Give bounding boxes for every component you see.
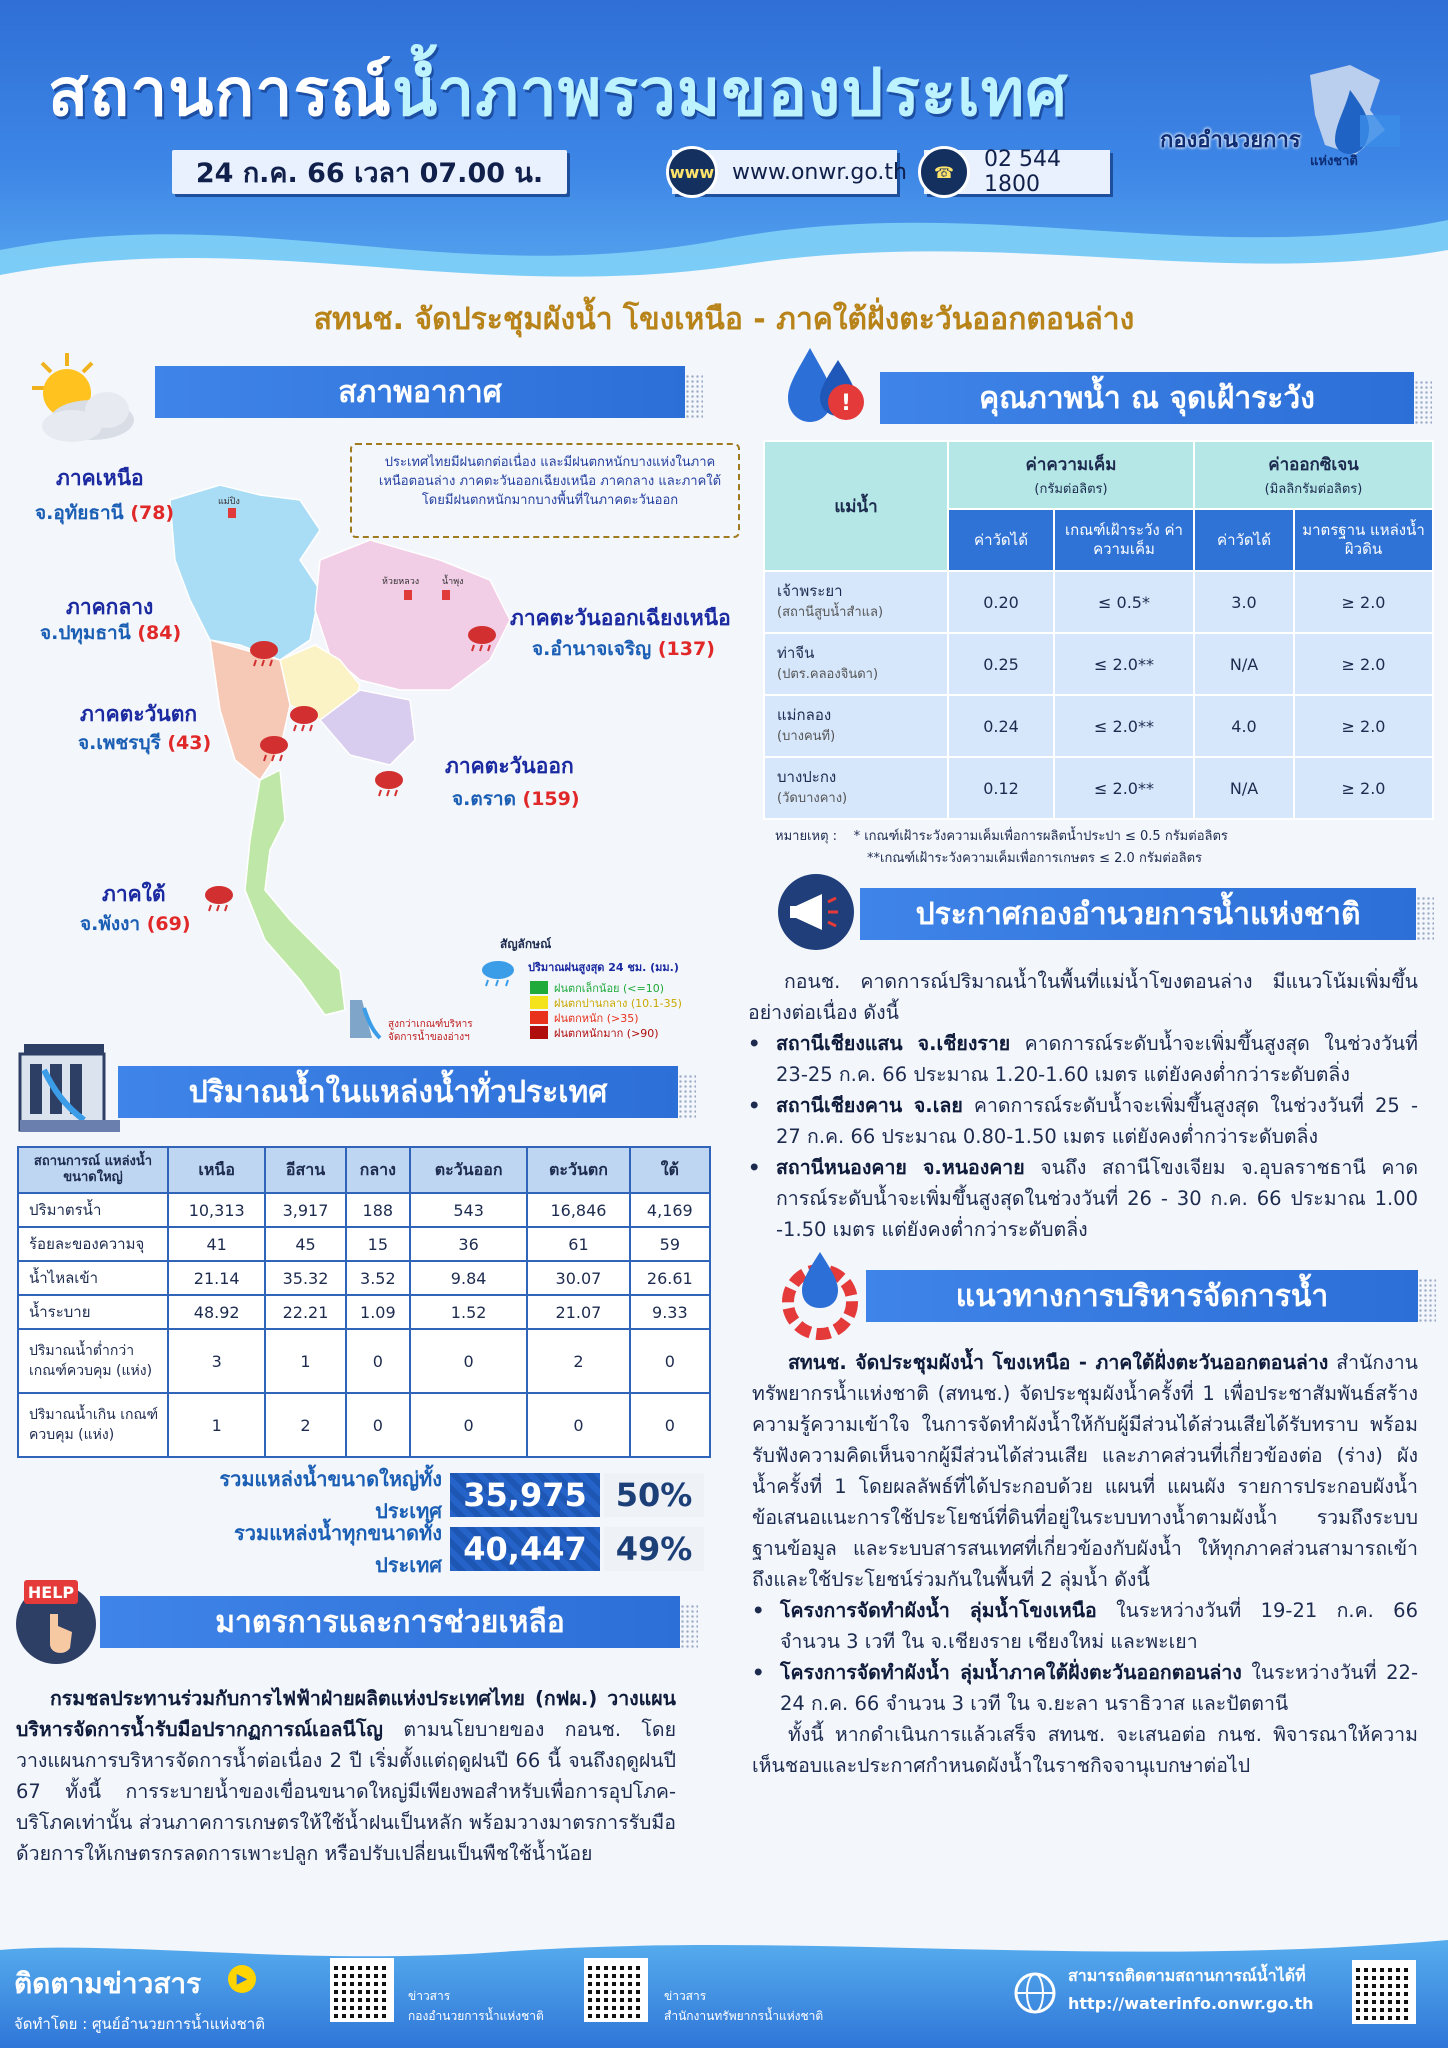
sub-oxygen-standard: มาตรฐาน แหล่งน้ำผิวดิน [1294,509,1433,571]
legend-label: ฝนตกเล็กน้อย (<=10) [554,981,665,995]
table-cell: 0 [527,1393,629,1457]
table-cell: 2 [265,1393,345,1457]
map-label-b: ห้วยหลวง [382,577,420,587]
table-header: เหนือ [168,1147,265,1193]
qr-caption [408,1986,544,2026]
table-header: อีสาน [265,1147,345,1193]
legend-swatch [530,1011,548,1024]
row-label: ปริมาตรน้ำ [18,1193,168,1227]
table-cell: 41 [168,1227,265,1261]
river-cell [764,757,948,819]
made-by-label: จัดทำโดย : ศูนย์อำนวยการน้ำแห่งชาติ [14,2015,265,2033]
rain-value: (69) [146,913,191,935]
bullet-text: จนถึง สถานีโขงเจียม จ.อุบลราชธานี คาดการณ์ระดับน้ำจะเพิ่มขึ้นสูงสุดในช่วงวันที่ 26 - 30 ก.ค. 66 ประมาณ 1.00 -1.50 เมตร แต่ยังคงต่ำกว่าระดับตลิ่ง [776,1156,1418,1241]
table-row [18,1261,710,1295]
dam-icon [350,1000,380,1038]
management-heading: แนวทางการบริหารจัดการน้ำ [866,1270,1418,1322]
rain-value: (159) [522,788,580,810]
region-north-province [35,498,174,528]
waterinfo-label: สามารถติดตามสถานการณ์น้ำได้ที่ [1068,1966,1306,1985]
bullet-text: คาดการณ์ระดับน้ำจะเพิ่มขึ้นสูงสุด ในช่วงวันที่ 23-25 ก.ค. 66 ประมาณ 1.20-1.60 เมตร แต่ยังคงต่ำกว่าระดับตลิ่ง [776,1032,1418,1086]
rain-cloud-legend-icon [478,960,518,988]
rain-value: (43) [167,732,212,754]
website-text: www.onwr.go.th [732,159,907,185]
table-cell: 0 [346,1329,410,1393]
table-cell: ≤ 2.0** [1054,757,1194,819]
total-all-reservoirs [190,1521,704,1577]
megaphone-icon [776,872,856,952]
table-cell: 1 [168,1393,265,1457]
table-cell: N/A [1194,757,1294,819]
table-cell: 30.07 [527,1261,629,1295]
table-cell: 3.52 [346,1261,410,1295]
table-cell: ≤ 2.0** [1054,633,1194,695]
table-cell: ≥ 2.0 [1294,571,1433,633]
map-legend [500,935,682,1040]
region-east-province [452,784,580,814]
table-cell: 4,169 [630,1193,710,1227]
qr-caption-line: ข่าวสาร [664,1989,707,2003]
region-west-province [78,728,211,758]
bullet-text: ในระหว่างวันที่ 19-21 ก.ค. 66 จำนวน 3 เวที ใน จ.เชียงราย เชียงใหม่ และพะเยา [780,1599,1418,1653]
river-name: ท่าจีน [777,644,815,662]
management-paragraph [752,1347,1418,1595]
sun-cloud-icon [12,348,142,448]
qr-code-waterinfo[interactable] [1352,1960,1416,2024]
bullet-bold: สถานีเชียงคาน จ.เลย [776,1094,963,1117]
globe-icon: www [666,146,718,198]
river-name: แม่กลอง [777,706,832,724]
announcement-bullet [748,1028,1418,1090]
table-cell: ≤ 2.0** [1054,695,1194,757]
table-row [764,695,1433,757]
date-time-label: 24 ก.ค. 66 เวลา 07.00 น. [172,150,567,194]
measures-heading: มาตรการและการช่วยเหลือ [100,1596,680,1648]
table-header: ตะวันออก [410,1147,527,1193]
header-wave [0,180,1448,300]
legend-label: ฝนตกหนักมาก (>90) [554,1026,659,1040]
legend-item [530,1025,682,1040]
qr-caption [664,1986,823,2026]
table-cell: 0.25 [948,633,1054,695]
legend-swatch [530,996,548,1009]
measures-paragraph [16,1683,676,1869]
table-row [18,1295,710,1329]
table-cell: 3,917 [265,1193,345,1227]
sub-salinity-threshold: เกณฑ์เฝ้าระวัง ค่าความเค็ม [1054,509,1194,571]
measures-text: ตามนโยบายของ กอนช. โดยวางแผนการบริหารจัดการน้ำต่อเนื่อง 2 ปี เริ่มตั้งแต่ฤดูฝนปี 66 นี้ จนถึงฤดูฝนปี 67 ทั้งนี้ การระบายน้ำของเขื่อนขนาดใหญ่มีเพียงพอสำหรับเพื่อการอุปโภค-บริโภคเท่านั้น ส่วนภาคการเกษตรให้ใช้น้ำฝนเป็นหลัก พร้อมวางมาตรการรับมือด้วยการให้เกษตรกรลดการเพาะปลูก หรือปรับเปลี่ยนเป็นพืชใช้น้ำน้อย [16,1718,676,1865]
table-header-first: สถานการณ์ แหล่งน้ำขนาดใหญ่ [18,1147,168,1193]
table-cell: 22.21 [265,1295,345,1329]
region-north: ภาคเหนือ [56,466,144,490]
table-cell: 0.20 [948,571,1054,633]
table-cell: 4.0 [1194,695,1294,757]
province-name: จ.เพชรบุรี [78,732,161,754]
table-header: ตะวันตก [527,1147,629,1193]
dam-threshold-note [388,1018,473,1044]
table-cell: ≥ 2.0 [1294,695,1433,757]
title-part-2: น้ำภาพรวมของประเทศ [392,54,1069,131]
bullet-bold: โครงการจัดทำผังน้ำ ลุ่มน้ำภาคใต้ฝั่งตะวันออกตอนล่าง [780,1661,1242,1684]
table-cell: 26.61 [630,1261,710,1295]
note-line: * เกณฑ์เฝ้าระวังความเค็มเพื่อการผลิตน้ำประปา ≤ 0.5 กรัมต่อลิตร [853,829,1228,844]
row-label: ร้อยละของความจุ [18,1227,168,1261]
table-row [764,757,1433,819]
table-cell: 0 [630,1393,710,1457]
table-cell: 188 [346,1193,410,1227]
river-cell [764,695,948,757]
table-cell: 45 [265,1227,345,1261]
title-part-1: สถานการณ์ [48,54,393,131]
table-cell: 61 [527,1227,629,1261]
map-label-a: แม่ปิง [218,497,240,507]
station-name: (บางคนที) [777,729,836,744]
table-row [764,571,1433,633]
station-name: (สถานีสูบน้ำสำแล) [777,605,884,620]
province-name: จ.อำนาจเจริญ [532,638,652,660]
table-cell: ≥ 2.0 [1294,757,1433,819]
table-cell: 35.32 [265,1261,345,1295]
col-salinity-unit: (กรัมต่อลิตร) [1034,482,1108,497]
org-logo-sub: แห่งชาติ [1310,154,1358,169]
management-bullet [752,1595,1418,1657]
table-cell: 543 [410,1193,527,1227]
weather-heading: สภาพอากาศ [155,366,685,418]
province-name: จ.ปทุมธานี [40,622,131,644]
sub-measured: ค่าวัดได้ [948,509,1054,571]
table-cell: 21.07 [527,1295,629,1329]
management-text: สำนักงานทรัพยากรน้ำแห่งชาติ (สทนช.) จัดประชุมผังน้ำครั้งที่ 1 เพื่อประชาสัมพันธ์สร้างความรู้ความเข้าใจ ในการจัดทำผังน้ำให้กับผู้มีส่วนได้ส่วนเสียได้รับทราบ พร้อมรับฟังความคิดเห็นจากผู้มีส่วนได้ส่วนเสีย และภาคส่วนที่เกี่ยวข้องต่อ (ร่าง) ผังน้ำครั้งที่ 1 โดยผลลัพธ์ที่ได้ประกอบด้วย แผนที่ แผนผัง รายการประกอบผังน้ำ ข้อเสนอแนะการใช้ประโยชน์ที่ดินที่อยู่ในระบบทางน้ำตามผังน้ำ รวมถึงระบบฐานข้อมูล และระบบสารสนเทศที่เกี่ยวข้องกับผังน้ำ ให้ทุกภาคส่วนสามารถเข้าถึงและใช้ประโยชน์ร่วมกันในพื้นที่ 2 ลุ่มน้ำ ดังนี้ [752,1351,1418,1591]
sub-measured-oxygen: ค่าวัดได้ [1194,509,1294,571]
waterinfo-link[interactable] [1068,1962,1314,2018]
note-label: หมายเหตุ : [775,829,838,844]
table-cell: 9.33 [630,1295,710,1329]
row-label: น้ำระบาย [18,1295,168,1329]
bullet-bold: สถานีเชียงแสน จ.เชียงราย [776,1032,1011,1055]
legend-label: ฝนตกหนัก (>35) [554,1011,639,1025]
station-name: (ปตร.คลองจินดา) [777,667,879,682]
table-cell: 21.14 [168,1261,265,1295]
bullet-bold: สถานีหนองคาย จ.หนองคาย [776,1156,1025,1179]
region-central-province [40,618,181,648]
rain-value: (137) [657,638,715,660]
col-oxygen-label: ค่าออกซิเจน [1268,455,1359,475]
org-logo-text: กองอำนวยการ [1160,128,1301,153]
table-cell: 9.84 [410,1261,527,1295]
river-name: บางปะกง [777,768,837,786]
qr-code-onwr-command[interactable] [330,1958,394,2022]
total-label: รวมแหล่งน้ำทุกขนาดทั้งประเทศ [234,1521,442,1577]
table-cell: 1 [265,1329,345,1393]
region-west: ภาคตะวันตก [80,702,198,726]
total-percent: 49% [604,1527,704,1571]
phone-icon: ☎ [918,146,970,198]
water-quality-heading: คุณภาพน้ำ ณ จุดเฝ้าระวัง [880,372,1414,424]
col-river: แม่น้ำ [764,441,948,571]
region-central: ภาคกลาง [66,595,154,619]
col-oxygen [1194,441,1433,509]
table-cell: 36 [410,1227,527,1261]
region-south-province [80,909,191,939]
header-banner [0,0,1448,300]
website-link[interactable] [669,150,907,194]
table-cell: 2 [527,1329,629,1393]
reservoir-table [17,1146,711,1458]
follow-news-label: ติดตามข่าวสาร [14,1967,202,2000]
announcement-body [748,966,1418,1245]
rain-value: (78) [130,502,175,524]
legend-subtitle: ปริมาณฝนสูงสุด 24 ชม. (มม.) [528,961,679,974]
region-northeast: ภาคตะวันออกเฉียงเหนือ [510,606,731,630]
headline: สทนช. จัดประชุมผังน้ำ โขงเหนือ - ภาคใต้ฝั่งตะวันออกตอนล่าง [313,302,1135,337]
table-cell: 59 [630,1227,710,1261]
table-cell: 15 [346,1227,410,1261]
table-row [18,1329,710,1393]
river-cell [764,571,948,633]
map-label-c: น้ำพุง [442,577,464,587]
legend-title: สัญลักษณ์ [500,937,552,951]
play-icon[interactable]: ▶ [228,1965,256,1993]
page-title [48,40,1068,145]
table-row [18,1193,710,1227]
table-cell: N/A [1194,633,1294,695]
dam-note-line: สูงกว่าเกณฑ์บริหาร [388,1019,473,1030]
river-name: เจ้าพระยา [777,582,843,600]
table-cell: 3.0 [1194,571,1294,633]
region-east: ภาคตะวันออก [445,754,574,778]
river-cell [764,633,948,695]
rain-value: (84) [137,622,182,644]
table-row [18,1393,710,1457]
qr-code-onwr-office[interactable] [584,1958,648,2022]
station-name: (วัดบางคาง) [777,791,848,806]
table-cell: ≤ 0.5* [1054,571,1194,633]
table-header: กลาง [346,1147,410,1193]
table-cell: 0 [346,1393,410,1457]
note-line: **เกณฑ์เฝ้าระวังความเค็มเพื่อการเกษตร ≤ 2.0 กรัมต่อลิตร [867,851,1203,866]
reservoir-heading: ปริมาณน้ำในแหล่งน้ำทั่วประเทศ [118,1066,678,1118]
management-closing: ทั้งนี้ หากดำเนินการแล้วเสร็จ สทนช. จะเสนอต่อ กนช. พิจารณาให้ความเห็นชอบและประกาศกำหนดผังน้ำในราชกิจจานุเบกษาต่อไป [752,1723,1418,1777]
table-header: ใต้ [630,1147,710,1193]
table-row [764,633,1433,695]
qr-caption-line: กองอำนวยการน้ำแห่งชาติ [408,2009,544,2023]
table-row [18,1227,710,1261]
table-cell: 10,313 [168,1193,265,1227]
help-icon [10,1574,102,1666]
measures-bold: กรมชลประทานร่วมกับการไฟฟ้าฝ่ายผลิตแห่งประเทศไทย (กฟผ.) วางแผนบริหารจัดการน้ำรับมือปรากฏการณ์เอลนีโญ [16,1687,676,1741]
total-value: 35,975 [450,1473,600,1517]
legend-swatch [530,981,548,994]
svg-text:!: ! [840,391,852,416]
bullet-text: คาดการณ์ระดับน้ำจะเพิ่มขึ้นสูงสุด ในช่วงวันที่ 25 - 27 ก.ค. 66 ประมาณ 0.80-1.50 เมตร แต่ยังคงต่ำกว่าระดับตลิ่ง [776,1094,1418,1148]
announcement-bullet [748,1152,1418,1245]
table-header-row [18,1147,710,1193]
row-label: ปริมาณน้ำต่ำกว่า เกณฑ์ควบคุม (แห่ง) [18,1329,168,1393]
total-label: รวมแหล่งน้ำขนาดใหญ่ทั้งประเทศ [219,1467,442,1523]
table-cell: 48.92 [168,1295,265,1329]
province-name: จ.อุทัยธานี [35,502,124,524]
col-salinity [948,441,1194,509]
table-cell: 3 [168,1329,265,1393]
table-cell: 0 [630,1329,710,1393]
org-logo [1150,60,1420,170]
legend-label: ฝนตกปานกลาง (10.1-35) [554,996,682,1010]
water-quality-notes [775,826,1228,870]
col-salinity-label: ค่าความเค็ม [1025,455,1117,475]
province-name: จ.พังงา [80,913,141,935]
region-south: ภาคใต้ [102,882,166,906]
web-globe-icon [1012,1970,1058,2016]
management-bullet [752,1657,1418,1719]
table-cell: ≥ 2.0 [1294,633,1433,695]
total-value: 40,447 [450,1527,600,1571]
table-cell: 0 [410,1329,527,1393]
waterinfo-url: http://waterinfo.onwr.go.th [1068,1994,1314,2013]
bullet-text: ในระหว่างวันที่ 22-24 ก.ค. 66 จำนวน 3 เวที ใน จ.ยะลา นราธิวาส และปัตตานี [780,1661,1418,1715]
province-name: จ.ตราด [452,788,516,810]
row-label: น้ำไหลเข้า [18,1261,168,1295]
phone-text: 02 544 1800 [984,147,1061,197]
bullet-bold: โครงการจัดทำผังน้ำ ลุ่มน้ำโขงเหนือ [780,1599,1097,1622]
table-cell: 16,846 [527,1193,629,1227]
legend-swatch [530,1026,548,1039]
water-drop-alert-icon [780,340,880,430]
table-header-row [764,441,1433,509]
management-body [752,1347,1418,1781]
region-northeast-province [532,634,715,664]
dam-icon [14,1040,126,1140]
announcement-heading: ประกาศกองอำนวยการน้ำแห่งชาติ [860,888,1416,940]
row-label: ปริมาณน้ำเกิน เกณฑ์ควบคุม (แห่ง) [18,1393,168,1457]
announcement-intro: กอนช. คาดการณ์ปริมาณน้ำในพื้นที่แม่น้ำโขงตอนล่าง มีแนวโน้มเพิ่มขึ้นอย่างต่อเนื่อง ดังนี้ [748,970,1418,1024]
help-label: HELP [27,1583,75,1602]
dam-note-line: จัดการน้ำของอ่างฯ [388,1032,470,1043]
table-cell: 0.12 [948,757,1054,819]
total-large-reservoirs [190,1467,704,1523]
water-quality-table [763,440,1434,820]
phone-link[interactable] [924,147,1110,197]
total-percent: 50% [604,1473,704,1517]
table-cell: 1.09 [346,1295,410,1329]
col-oxygen-unit: (มิลลิกรัมต่อลิตร) [1264,482,1363,497]
water-gear-icon [770,1244,870,1344]
announcement-bullet [748,1090,1418,1152]
qr-caption-line: สำนักงานทรัพยากรน้ำแห่งชาติ [664,2009,824,2023]
qr-caption-line: ข่าวสาร [408,1989,451,2003]
management-bold: สทนช. จัดประชุมผังน้ำ โขงเหนือ - ภาคใต้ฝั่งตะวันออกตอนล่าง [788,1351,1329,1374]
weather-summary-note: ประเทศไทยมีฝนตกต่อเนื่อง และมีฝนตกหนักบางแห่งในภาคเหนือตอนล่าง ภาคตะวันออกเฉียงเหนือ ภาคกลาง และภาคใต้ โดยมีฝนตกหนักมากบางพื้นที่ในภาคตะวันออก [350,443,740,538]
table-cell: 0 [410,1393,527,1457]
table-cell: 0.24 [948,695,1054,757]
table-cell: 1.52 [410,1295,527,1329]
